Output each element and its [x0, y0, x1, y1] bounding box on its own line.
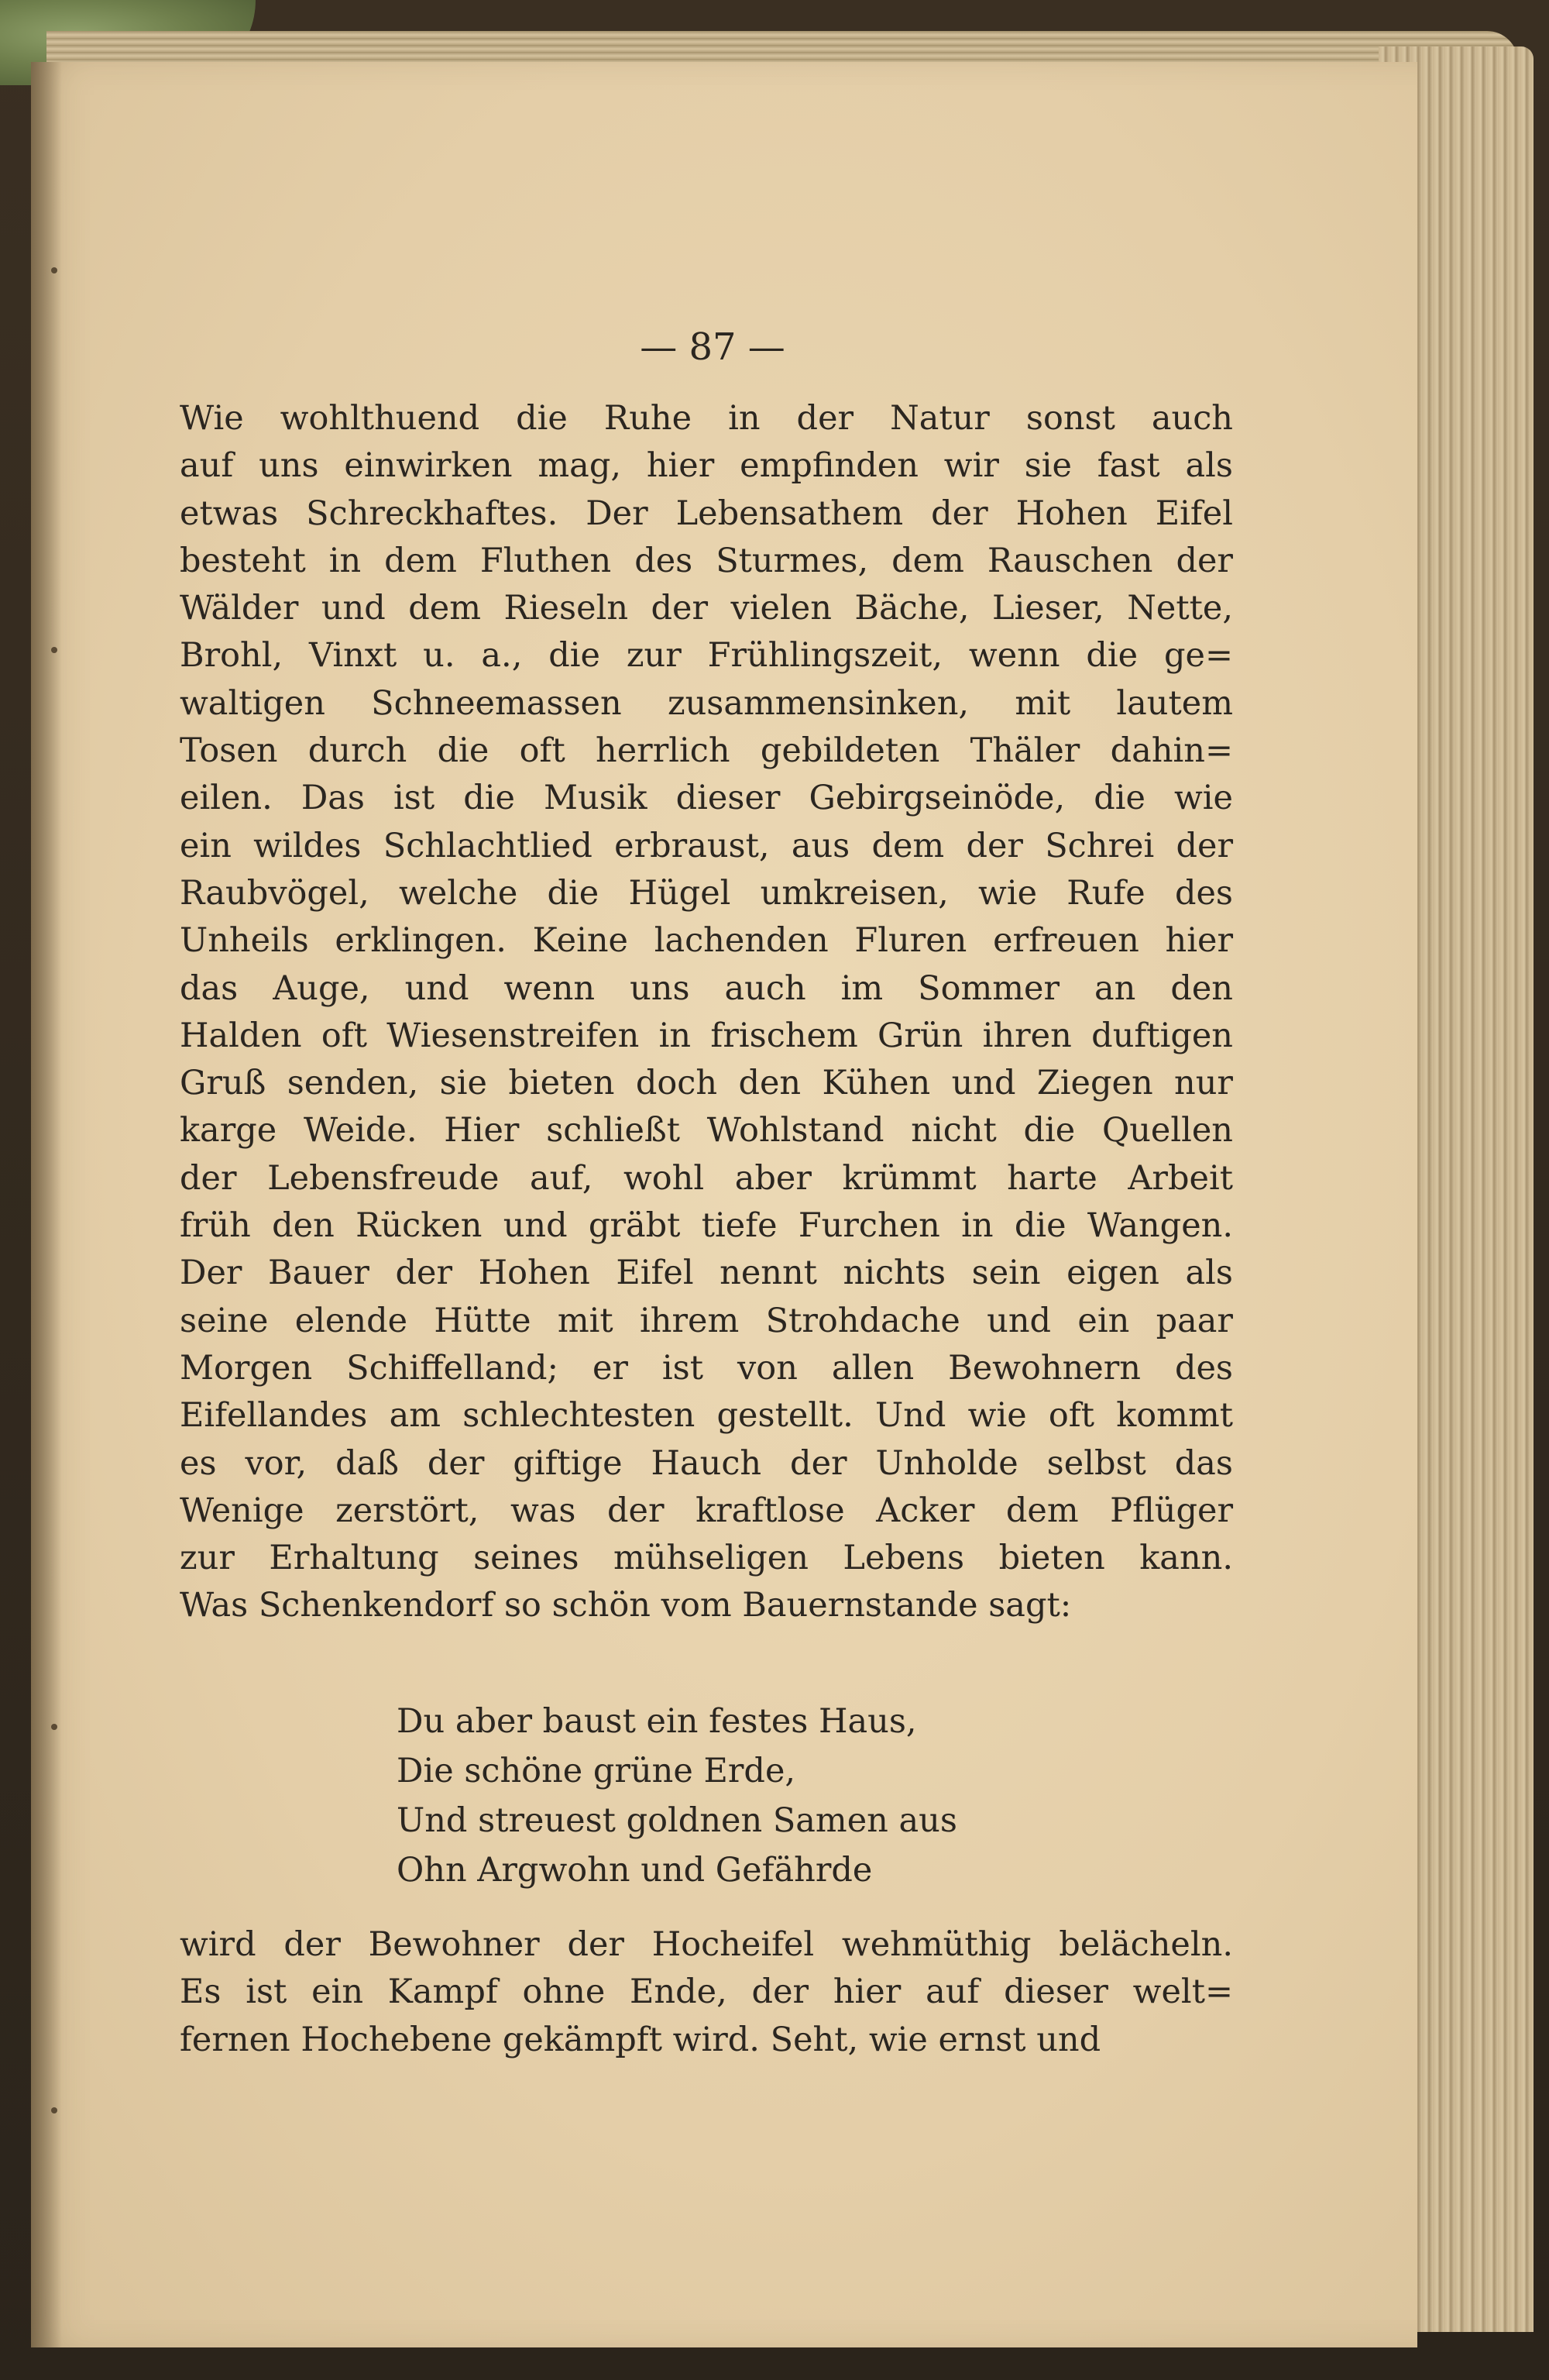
- text-line: Die schöne grüne Erde,: [397, 1752, 796, 1790]
- text-line: Eifellandes am schlechtesten gestellt. Und wie oft kommt: [180, 1396, 1233, 1436]
- text-line: Du aber baust ein festes Haus,: [397, 1702, 917, 1741]
- text-line: der Lebensfreude auf, wohl aber krümmt harte Arbeit: [180, 1158, 1233, 1198]
- closing-paragraph: [180, 1921, 1233, 2064]
- text-line: Brohl, Vinxt u. a., die zur Frühlingszeit, wenn die ge=: [180, 636, 1233, 676]
- text-line: Gruß senden, sie bieten doch den Kühen und Ziegen nur: [180, 1064, 1233, 1103]
- page-gutter-shadow: [31, 62, 62, 2347]
- text-line: seine elende Hütte mit ihrem Strohdache und ein paar: [180, 1301, 1233, 1340]
- text-line: Wenige zerstört, was der kraftlose Acker dem Pflüger: [180, 1491, 1233, 1530]
- page-number: — 87 —: [640, 325, 785, 369]
- margin-mark: [51, 267, 57, 273]
- text-line: Der Bauer der Hohen Eifel nennt nichts sein eigen als: [180, 1254, 1233, 1293]
- text-line: Ohn Argwohn und Gefährde: [397, 1851, 873, 1890]
- text-line: fernen Hochebene gekämpft wird. Seht, wie ernst und: [180, 2020, 1101, 2059]
- text-line: Wälder und dem Rieseln der vielen Bäche, Lieser, Nette,: [180, 589, 1233, 628]
- text-line: auf uns einwirken mag, hier empfinden wir sie fast als: [180, 446, 1233, 486]
- text-line: besteht in dem Fluthen des Sturmes, dem Rauschen der: [180, 541, 1233, 580]
- text-line: Tosen durch die oft herrlich gebildeten Thäler dahin=: [180, 731, 1233, 771]
- text-line: waltigen Schneemassen zusammensinken, mit lautem: [180, 683, 1233, 723]
- text-line: Wie wohlthuend die Ruhe in der Natur sonst auch: [180, 399, 1233, 438]
- verse-quote: [397, 1697, 1094, 1895]
- text-line: ein wildes Schlachtlied erbraust, aus dem der Schrei der: [180, 826, 1233, 865]
- text-line: etwas Schreckhaftes. Der Lebensathem der Hohen Eifel: [180, 494, 1233, 533]
- text-line: früh den Rücken und gräbt tiefe Furchen in die Wangen.: [180, 1206, 1233, 1246]
- text-line: Und streuest goldnen Samen aus: [397, 1801, 957, 1840]
- text-line: zur Erhaltung seines mühseligen Lebens bieten kann.: [180, 1539, 1233, 1578]
- margin-mark: [51, 1724, 57, 1730]
- text-line: Halden oft Wiesenstreifen in frischem Grün ihren duftigen: [180, 1016, 1233, 1055]
- text-line: Unheils erklingen. Keine lachenden Fluren erfreuen hier: [180, 921, 1233, 961]
- main-paragraph: [180, 395, 1233, 1630]
- text-line: Es ist ein Kampf ohne Ende, der hier auf dieser welt=: [180, 1972, 1233, 2012]
- margin-mark: [51, 647, 57, 653]
- text-line: es vor, daß der giftige Hauch der Unholde selbst das: [180, 1443, 1233, 1483]
- text-line: Morgen Schiffelland; er ist von allen Bewohnern des: [180, 1348, 1233, 1388]
- text-line: eilen. Das ist die Musik dieser Gebirgseinöde, die wie: [180, 779, 1233, 818]
- margin-mark: [51, 2107, 57, 2113]
- text-line: wird der Bewohner der Hocheifel wehmüthig belächeln.: [180, 1925, 1233, 1964]
- text-line: karge Weide. Hier schließt Wohlstand nicht die Quellen: [180, 1111, 1233, 1150]
- text-line: das Auge, und wenn uns auch im Sommer an den: [180, 968, 1233, 1008]
- text-line: Was Schenkendorf so schön vom Bauernstande sagt:: [180, 1586, 1072, 1625]
- text-line: Raubvögel, welche die Hügel umkreisen, wie Rufe des: [180, 873, 1233, 913]
